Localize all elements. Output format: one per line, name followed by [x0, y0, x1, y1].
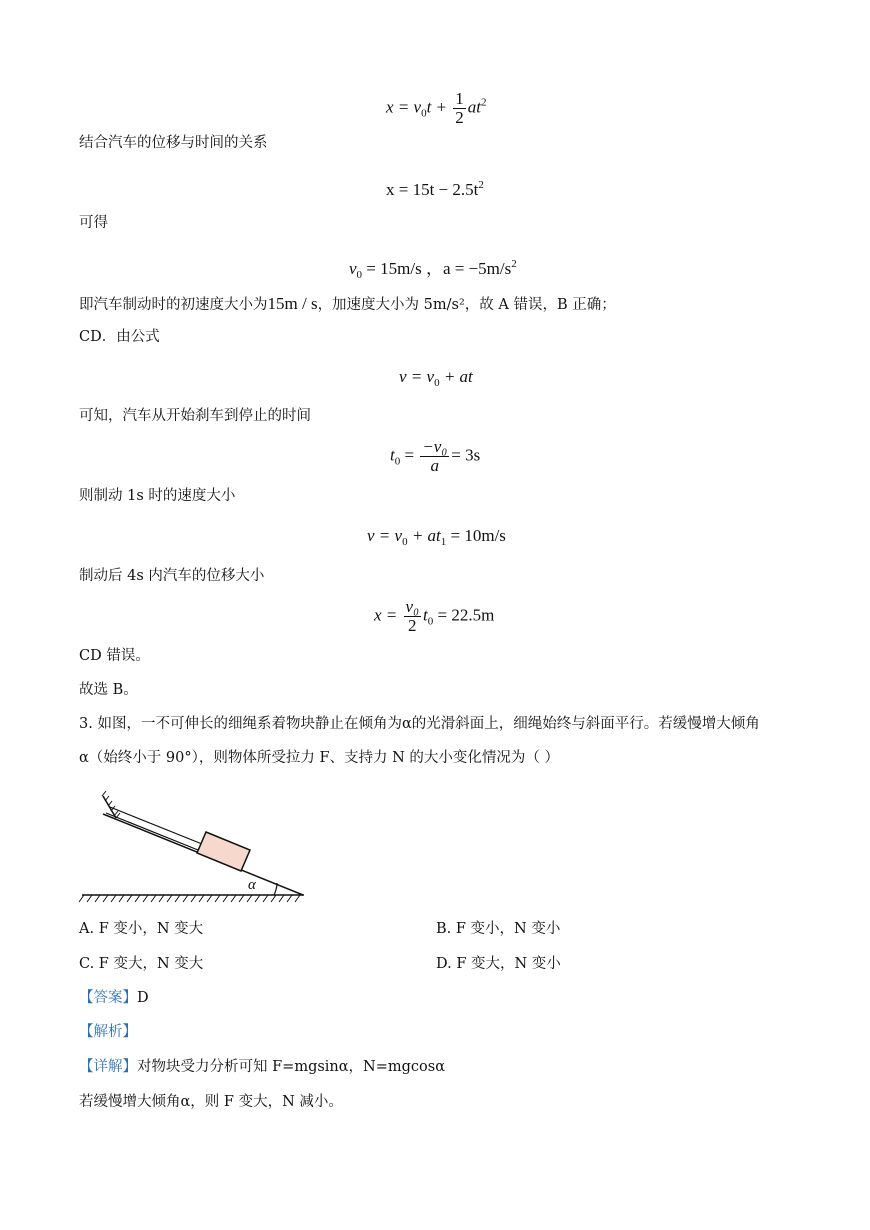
- option-c-text: F 变大，N 变大: [98, 956, 204, 972]
- eq7-a: x =: [374, 605, 398, 625]
- text-line-3: [79, 294, 616, 315]
- text-line-7: 制动后 4s 内汽车的位移大小: [79, 568, 265, 584]
- eq3-sub: 0: [356, 269, 363, 281]
- question-number: 3.: [79, 716, 93, 732]
- option-d-letter: D.: [436, 956, 452, 972]
- equation-results: [349, 253, 517, 286]
- answer-line: [79, 988, 149, 1008]
- incline-figure: [78, 782, 318, 907]
- option-b[interactable]: [436, 919, 560, 939]
- option-d-text: F 变大，N 变小: [456, 956, 561, 972]
- question-text-1: 如图，一不可伸长的细绳系着物块静止在倾角为α的光滑斜面上，细绳始终与斜面平行。若缓慢增大倾角: [97, 716, 760, 732]
- option-c-letter: C.: [79, 956, 95, 972]
- eq7-fraction: [404, 598, 421, 635]
- eq1-num: 1: [455, 89, 464, 108]
- conclusion-line: 若缓慢增大倾角α，则 F 变大，N 减小。: [79, 1094, 343, 1110]
- eq1-sup: 2: [481, 96, 487, 109]
- eq5-a: t: [390, 445, 395, 465]
- eq1-sub: 0: [421, 107, 427, 120]
- option-c[interactable]: [79, 954, 203, 974]
- eq3-sup: 2: [511, 258, 517, 270]
- eq5-sub: 0: [394, 455, 401, 468]
- text-line-9: 故选 B。: [79, 682, 138, 698]
- eq3-c: a = −5m/s: [442, 259, 512, 278]
- eq6-b: + at: [407, 526, 441, 545]
- analysis-tag: 【解析】: [79, 1024, 137, 1040]
- ground-hatching: [79, 895, 300, 902]
- question-3-line-1: [79, 714, 760, 734]
- eq7-num: v₀: [405, 597, 419, 616]
- equation-velocity-1s: [367, 525, 506, 553]
- eq4-a: v = v: [399, 367, 435, 386]
- text-line-5: 可知，汽车从开始刹车到停止的时间: [79, 408, 311, 424]
- eq2-sup: 2: [478, 179, 484, 191]
- block: [197, 832, 250, 871]
- text-line-6: 则制动 1s 时的速度大小: [79, 488, 236, 504]
- eq7-c: = 22.5m: [433, 605, 495, 625]
- equation-kinematics: [386, 90, 487, 127]
- eq1-mid: t +: [426, 97, 448, 117]
- option-a[interactable]: [79, 919, 203, 939]
- text-line-1: 结合汽车的位移与时间的关系: [79, 135, 268, 151]
- detail-text: 对物块受力分析可知 F=mgsinα，N=mgcosα: [137, 1059, 446, 1075]
- option-b-letter: B.: [436, 921, 452, 937]
- equation-velocity-formula: [399, 366, 473, 394]
- option-b-text: F 变小，N 变小: [455, 921, 561, 937]
- option-a-letter: A.: [79, 921, 95, 937]
- rope-line-bottom: [106, 813, 198, 850]
- eq1-den: 2: [455, 108, 464, 127]
- detail-line: [79, 1057, 445, 1077]
- question-3-line-2: α（始终小于 90°），则物体所受拉力 F、支持力 N 的大小变化情况为（ ）: [79, 750, 560, 766]
- answer-value: D: [137, 990, 149, 1006]
- text-line-2: 可得: [79, 215, 108, 231]
- eq6-sub2: 1: [440, 536, 447, 548]
- eq2-body: x = 15t − 2.5t: [386, 180, 479, 199]
- equation-displacement: [386, 174, 484, 201]
- eq5-den: a: [430, 456, 440, 475]
- eq7-den: 2: [408, 616, 417, 635]
- eq5-rhs: = 3s: [451, 445, 481, 465]
- angle-arc: [274, 883, 277, 895]
- eq4-b: + at: [439, 367, 473, 386]
- text-line-8: CD 错误。: [79, 648, 150, 664]
- eq6-c: = 10m/s: [446, 526, 506, 545]
- detail-tag: 【详解】: [79, 1059, 137, 1075]
- line3-rest: ，加速度大小为 5m/s²，故 A 错误，B 正确；: [317, 297, 616, 313]
- eq6-sub: 0: [402, 536, 408, 548]
- option-a-text: F 变小，N 变大: [98, 921, 204, 937]
- equation-stop-time: $t_0$ = $\frac{\text{−v₀}}{a}$ = 3s: [390, 437, 481, 475]
- eq6-a: v = v: [367, 526, 403, 545]
- eq7-b: t: [423, 605, 428, 625]
- text-line-4: CD．由公式: [79, 329, 160, 345]
- equation-displacement-4s: [374, 598, 494, 635]
- eq1-rhs: at: [467, 97, 481, 117]
- angle-label: α: [248, 877, 256, 893]
- line3-value: 15m / s: [267, 294, 318, 313]
- line3-a: 即汽车制动时的初速度大小为: [79, 297, 268, 313]
- rope-line-top: [110, 807, 202, 844]
- eq7-sub: 0: [427, 615, 434, 628]
- eq3-b: = 15m/s ，: [362, 259, 443, 278]
- eq5-num: −v₀: [422, 437, 448, 456]
- answer-tag: 【答案】: [79, 990, 137, 1006]
- eq1-fraction: [453, 90, 466, 127]
- eq3-a: v: [349, 259, 357, 278]
- option-d[interactable]: [436, 954, 561, 974]
- eq4-sub: 0: [434, 377, 440, 389]
- eq5-fraction: [420, 438, 449, 475]
- eq1-lhs: x = v: [386, 97, 422, 117]
